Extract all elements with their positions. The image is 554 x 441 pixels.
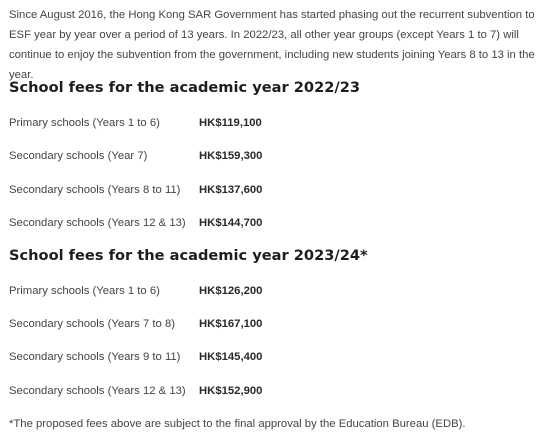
fee-label: Secondary schools (Years 12 & 13) [9, 385, 186, 397]
fee-row [9, 281, 549, 301]
section-title-2023-24: School fees for the academic year 2023/24* [9, 247, 368, 264]
fee-value: HK$144,700 [199, 217, 263, 229]
fee-label: Primary schools (Years 1 to 6) [9, 285, 160, 297]
intro-paragraph: Since August 2016, the Hong Kong SAR Government has started phasing out the recurrent subvention to ESF year by year over a period of 13 years. In 2022/23, all other year groups (except Years 1 to 7) will continue to enjoy the subvention from the government, including new students joining Years 8 to 13 in the year. [9, 9, 535, 81]
fee-label: Secondary schools (Years 9 to 11) [9, 351, 181, 363]
fee-row [9, 113, 549, 133]
fee-value: HK$159,300 [199, 150, 263, 162]
fee-value: HK$119,100 [199, 117, 262, 129]
fee-row [9, 381, 549, 401]
fee-label: Primary schools (Years 1 to 6) [9, 117, 160, 129]
fee-row [9, 146, 549, 166]
fee-row [9, 213, 549, 233]
section-title-2022-23: School fees for the academic year 2022/23 [9, 79, 361, 96]
fee-row [9, 314, 549, 334]
fee-value: HK$167,100 [199, 318, 263, 330]
fee-value: HK$145,400 [199, 351, 263, 363]
fee-row [9, 180, 549, 200]
fee-label: Secondary schools (Year 7) [9, 150, 148, 162]
footnote: *The proposed fees above are subject to the final approval by the Education Bureau (EDB). [9, 418, 466, 430]
fee-value: HK$137,600 [199, 184, 263, 196]
fee-value: HK$152,900 [199, 385, 263, 397]
fee-row [9, 347, 549, 367]
fee-label: Secondary schools (Years 12 & 13) [9, 217, 186, 229]
fee-label: Secondary schools (Years 8 to 11) [9, 184, 181, 196]
fee-label: Secondary schools (Years 7 to 8) [9, 318, 175, 330]
fee-value: HK$126,200 [199, 285, 263, 297]
